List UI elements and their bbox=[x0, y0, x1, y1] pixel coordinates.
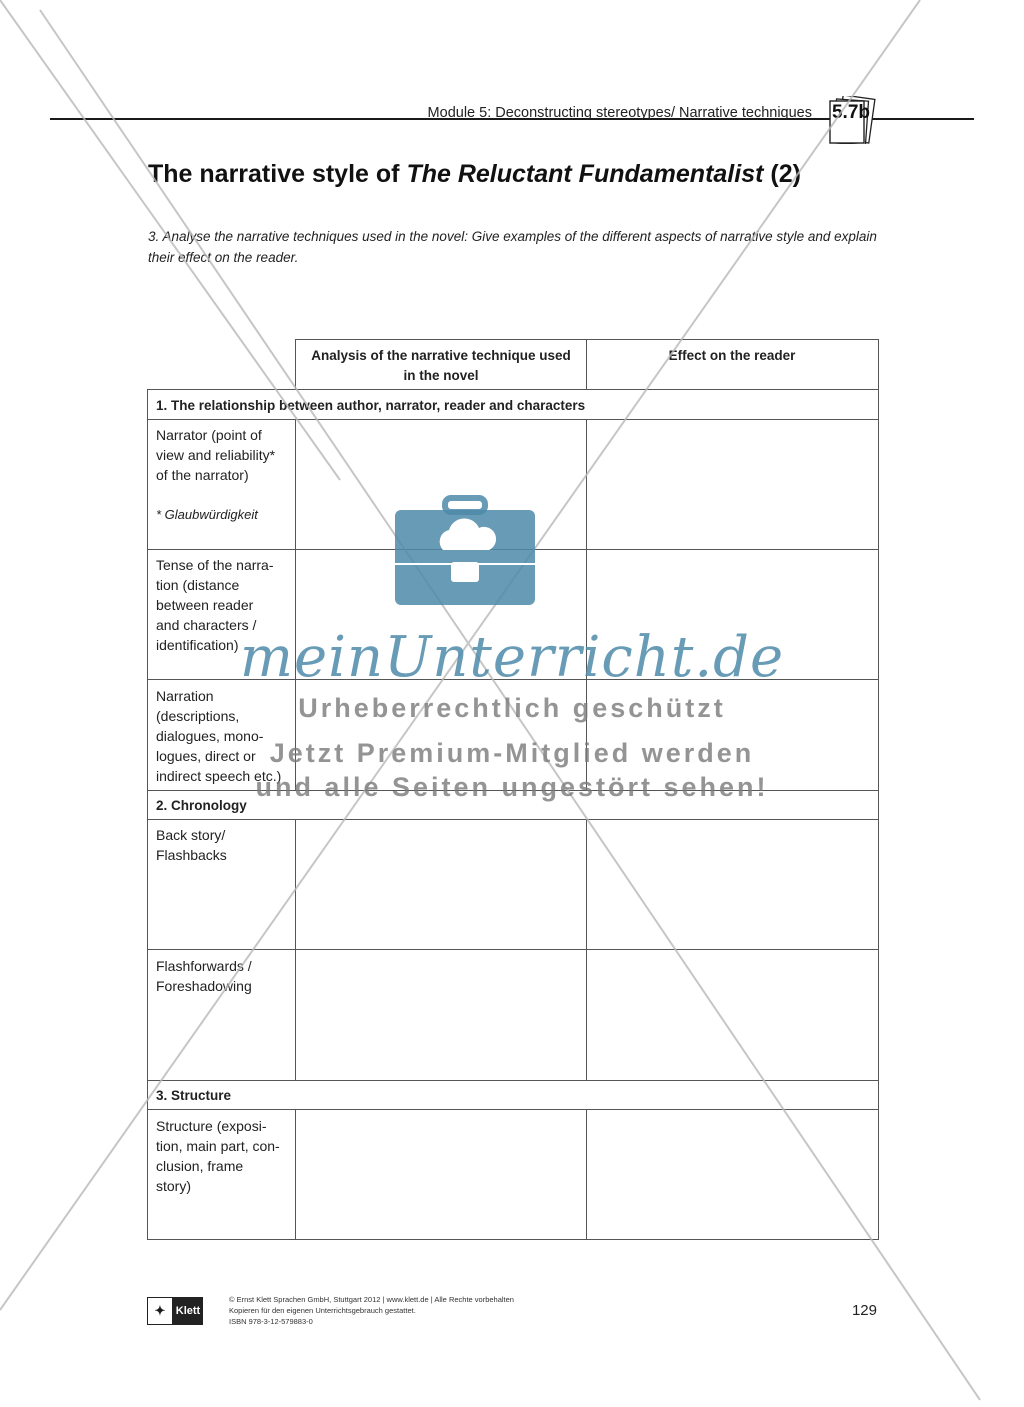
table-rule bbox=[586, 1109, 587, 1240]
page-number: 129 bbox=[851, 1302, 877, 1319]
row-label-tense: Tense of the narra- tion (distance between reader and characters / identification) bbox=[156, 557, 274, 653]
footer-line-2: Kopieren für den eigenen Unterrichtsgebrauch gestattet. bbox=[229, 1306, 416, 1315]
table-rule bbox=[295, 339, 296, 390]
table-rule bbox=[147, 1109, 878, 1110]
row-label-structure: Structure (exposi- tion, main part, con- clusion, frame story) bbox=[156, 1118, 280, 1194]
page-title bbox=[148, 160, 801, 189]
footer-line-1: © Ernst Klett Sprachen GmbH, Stuttgart 2012 | www.klett.de | Alle Rechte vorbehalten bbox=[229, 1295, 514, 1304]
watermark-line-2: Jetzt Premium-Mitglied werden bbox=[269, 738, 755, 768]
table-rule bbox=[147, 419, 878, 420]
section-header-structure: 3. Structure bbox=[156, 1088, 232, 1103]
task-instructions: 3. Analyse the narrative techniques used in the novel: Give examples of the different aspects of narrative style and explain their effect on the reader. bbox=[148, 229, 877, 265]
briefcase-icon bbox=[395, 498, 535, 605]
section-header-chronology: 2. Chronology bbox=[156, 798, 247, 813]
footer-copyright bbox=[229, 1294, 514, 1327]
title-suffix: (2) bbox=[763, 160, 801, 188]
table-rule bbox=[586, 339, 587, 390]
title-book: The Reluctant Fundamentalist bbox=[406, 160, 764, 188]
row-label-back-story: Back story/ Flashbacks bbox=[156, 827, 227, 863]
table-rule bbox=[147, 1080, 878, 1081]
row-label-narrator: Narrator (point of view and reliability* of the narrator) bbox=[156, 427, 276, 483]
table-rule bbox=[295, 819, 296, 1080]
watermark-line-3: und alle Seiten ungestört sehen! bbox=[255, 772, 769, 802]
row-note-glaubwuerdigkeit: * Glaubwürdigkeit bbox=[156, 507, 258, 522]
table-rule bbox=[147, 1239, 878, 1240]
footer-line-3: ISBN 978-3-12-579883-0 bbox=[229, 1317, 313, 1326]
table-rule bbox=[295, 1109, 296, 1240]
column-header-analysis: Analysis of the narrative technique used in the novel bbox=[311, 348, 571, 383]
table-rule bbox=[147, 949, 878, 950]
module-title: Module 5: Deconstructing stereotypes/ Narrative techniques bbox=[427, 105, 812, 121]
table-rule bbox=[586, 819, 587, 1080]
table-rule bbox=[295, 419, 296, 790]
row-label-flashforwards: Flashforwards / Foreshadowing bbox=[156, 958, 252, 994]
badge-label: 5.7b bbox=[831, 102, 871, 123]
klett-logo bbox=[147, 1297, 203, 1325]
table-rule bbox=[147, 549, 878, 550]
table-rule bbox=[147, 389, 878, 390]
table-rule bbox=[147, 389, 148, 1240]
watermark-line-1: Urheberrechtlich geschützt bbox=[298, 693, 726, 723]
klett-logo-mark: ✦ bbox=[147, 1297, 173, 1325]
row-label-narration: Narration (descriptions, dialogues, mono- logues, direct or indirect speech etc.) bbox=[156, 688, 282, 784]
section-header-relationship: 1. The relationship between author, narrator, reader and characters bbox=[156, 398, 586, 413]
table-rule bbox=[147, 819, 878, 820]
column-header-effect: Effect on the reader bbox=[668, 348, 796, 363]
watermark-brand: meinUnterricht.de bbox=[239, 625, 785, 690]
klett-logo-text: Klett bbox=[173, 1297, 203, 1325]
table-rule bbox=[586, 419, 587, 790]
title-prefix: The narrative style of bbox=[148, 160, 407, 188]
